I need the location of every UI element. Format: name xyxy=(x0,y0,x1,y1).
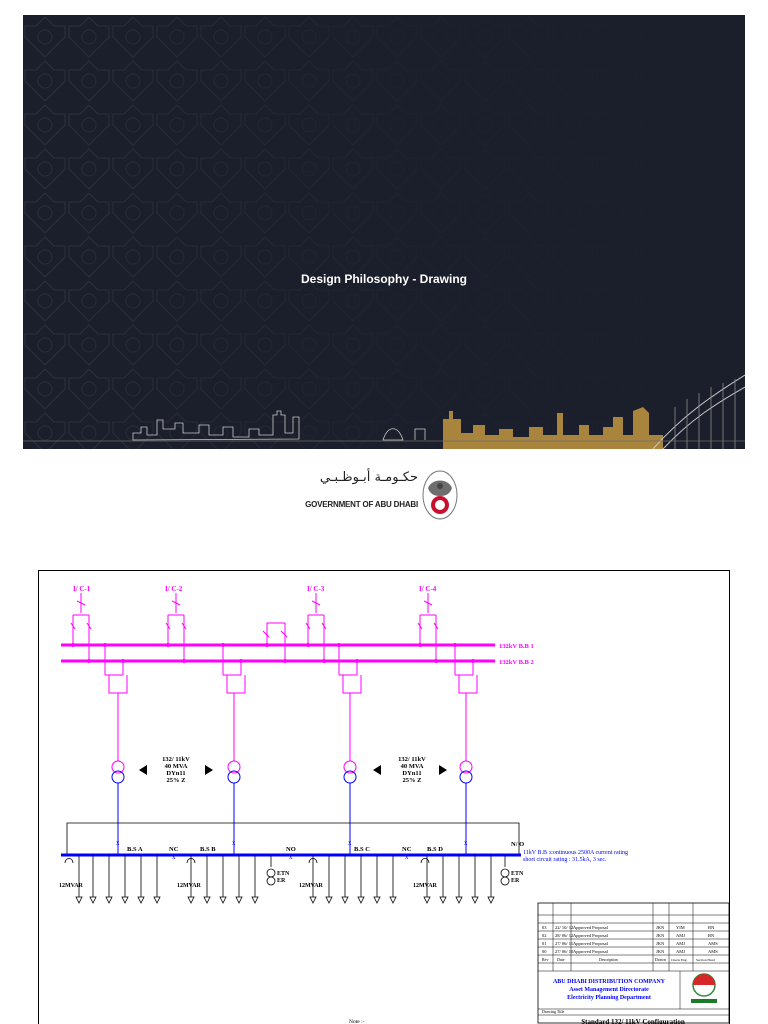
logo-arabic-text: حكـومـة أبـوظـبـي xyxy=(319,470,418,485)
company-name: ABU DHABI DISTRIBUTION COMPANY xyxy=(552,979,666,985)
svg-text:x: x xyxy=(405,853,409,861)
incomer-label-1: I/ C-1 xyxy=(73,585,91,593)
svg-text:Approved Proposal: Approved Proposal xyxy=(573,941,608,946)
svg-text:x: x xyxy=(172,853,176,861)
svg-text:x: x xyxy=(289,853,293,861)
svg-text:NC: NC xyxy=(402,846,412,853)
svg-text:JKN: JKN xyxy=(656,933,665,938)
svg-text:03: 03 xyxy=(542,925,547,930)
svg-text:Date: Date xyxy=(557,957,565,962)
svg-text:Description: Description xyxy=(599,957,618,962)
drawing-title: Standard 132/ 11kV Configuration xyxy=(581,1018,685,1024)
svg-text:AMJ: AMJ xyxy=(676,941,686,946)
transformer-hv-feeders xyxy=(105,645,477,773)
svg-text:25% Z: 25% Z xyxy=(402,777,422,784)
svg-text:ER: ER xyxy=(511,878,520,884)
single-line-diagram xyxy=(38,570,730,1024)
svg-text:28/ 06/ 12: 28/ 06/ 12 xyxy=(555,933,574,938)
svg-text:22/ 10/ 12: 22/ 10/ 12 xyxy=(555,925,574,930)
svg-text:132/ 11kV: 132/ 11kV xyxy=(162,756,190,763)
busbar-note-2: short circuit rating : 31.5kA, 3 sec. xyxy=(523,857,607,863)
svg-text:27/ 06/ 11: 27/ 06/ 11 xyxy=(555,941,574,946)
incomer-label-3: I/ C-3 xyxy=(307,585,325,593)
transformer-rating-right xyxy=(398,756,426,784)
drawing-title-label: Drawing Title xyxy=(542,1009,565,1014)
svg-text:Approved Proposal: Approved Proposal xyxy=(573,925,608,930)
outgoing-feeders xyxy=(65,855,509,903)
transformer-rating-left xyxy=(162,756,190,784)
svg-text:B.S D: B.S D xyxy=(427,846,443,853)
svg-text:Drawn: Drawn xyxy=(655,957,666,962)
svg-text:Approved Proposal: Approved Proposal xyxy=(573,949,608,954)
svg-text:Rev: Rev xyxy=(542,957,549,962)
svg-text:40 MVA: 40 MVA xyxy=(400,763,424,770)
svg-text:27/ 06/ 10: 27/ 06/ 10 xyxy=(555,949,574,954)
svg-text:AMS: AMS xyxy=(708,941,718,946)
svg-text:40 MVA: 40 MVA xyxy=(164,763,188,770)
svg-text:12MVAR: 12MVAR xyxy=(413,883,437,889)
svg-text:B.S B: B.S B xyxy=(200,846,216,853)
svg-text:BN: BN xyxy=(708,925,715,930)
busbar-2-label: 132kV B.B 2 xyxy=(499,659,534,666)
svg-text:12MVAR: 12MVAR xyxy=(299,883,323,889)
busbar-1-label: 132kV B.B 1 xyxy=(499,643,534,650)
falcon-emblem-icon xyxy=(420,470,460,522)
svg-text:NO: NO xyxy=(286,846,296,853)
incomer-feeders xyxy=(71,593,438,661)
svg-text:01: 01 xyxy=(542,941,547,946)
svg-text:YIM: YIM xyxy=(676,925,685,930)
svg-text:Approved Proposal: Approved Proposal xyxy=(573,933,608,938)
banner-title: Design Philosophy - Drawing xyxy=(300,272,467,286)
svg-text:N/ O: N/ O xyxy=(511,841,525,848)
svg-text:12MVAR: 12MVAR xyxy=(177,883,201,889)
logo-english-text: GOVERNMENT OF ABU DHABI xyxy=(305,500,418,509)
svg-text:AMS: AMS xyxy=(708,949,718,954)
svg-text:AMJ: AMJ xyxy=(676,949,686,954)
directorate-name: Asset Management Directorate xyxy=(569,987,649,993)
svg-text:BN: BN xyxy=(708,933,715,938)
sld-canvas xyxy=(39,571,730,1024)
banner-pattern xyxy=(23,15,745,449)
svg-text:B.S A: B.S A xyxy=(127,846,143,853)
svg-text:12MVAR: 12MVAR xyxy=(59,883,83,889)
title-block xyxy=(538,903,729,1024)
svg-text:Section Head: Section Head xyxy=(696,958,715,962)
incomer-label-2: I/ C-2 xyxy=(165,585,183,593)
svg-text:25% Z: 25% Z xyxy=(166,777,186,784)
svg-text:ER: ER xyxy=(277,878,286,884)
svg-text:00: 00 xyxy=(542,949,547,954)
svg-text:132/ 11kV: 132/ 11kV xyxy=(398,756,426,763)
svg-text:NC: NC xyxy=(169,846,179,853)
department-name: Electricity Planning Department xyxy=(567,995,651,1001)
svg-text:x: x xyxy=(348,839,352,847)
svg-text:B.S C: B.S C xyxy=(354,846,370,853)
svg-text:JKN: JKN xyxy=(656,941,665,946)
svg-text:x: x xyxy=(116,839,120,847)
svg-text:Check Eng.: Check Eng. xyxy=(671,958,688,962)
svg-text:ETN: ETN xyxy=(277,871,290,877)
svg-text:DYn11: DYn11 xyxy=(166,770,186,777)
svg-text:AMJ: AMJ xyxy=(676,933,686,938)
svg-text:JKN: JKN xyxy=(656,949,665,954)
incomer-label-4: I/ C-4 xyxy=(419,585,437,593)
svg-text:JKN: JKN xyxy=(656,925,665,930)
busbar-note-1: 11kV B.B :continuous 2500A current rating xyxy=(523,850,628,856)
capacitor-labels xyxy=(59,871,524,889)
svg-text:DYn11: DYn11 xyxy=(402,770,422,777)
note-label: Note :- xyxy=(349,1019,365,1024)
svg-text:x: x xyxy=(464,839,468,847)
svg-text:ETN: ETN xyxy=(511,871,524,877)
svg-text:02: 02 xyxy=(542,933,547,938)
svg-text:x: x xyxy=(232,839,236,847)
title-slide-banner xyxy=(23,15,745,449)
